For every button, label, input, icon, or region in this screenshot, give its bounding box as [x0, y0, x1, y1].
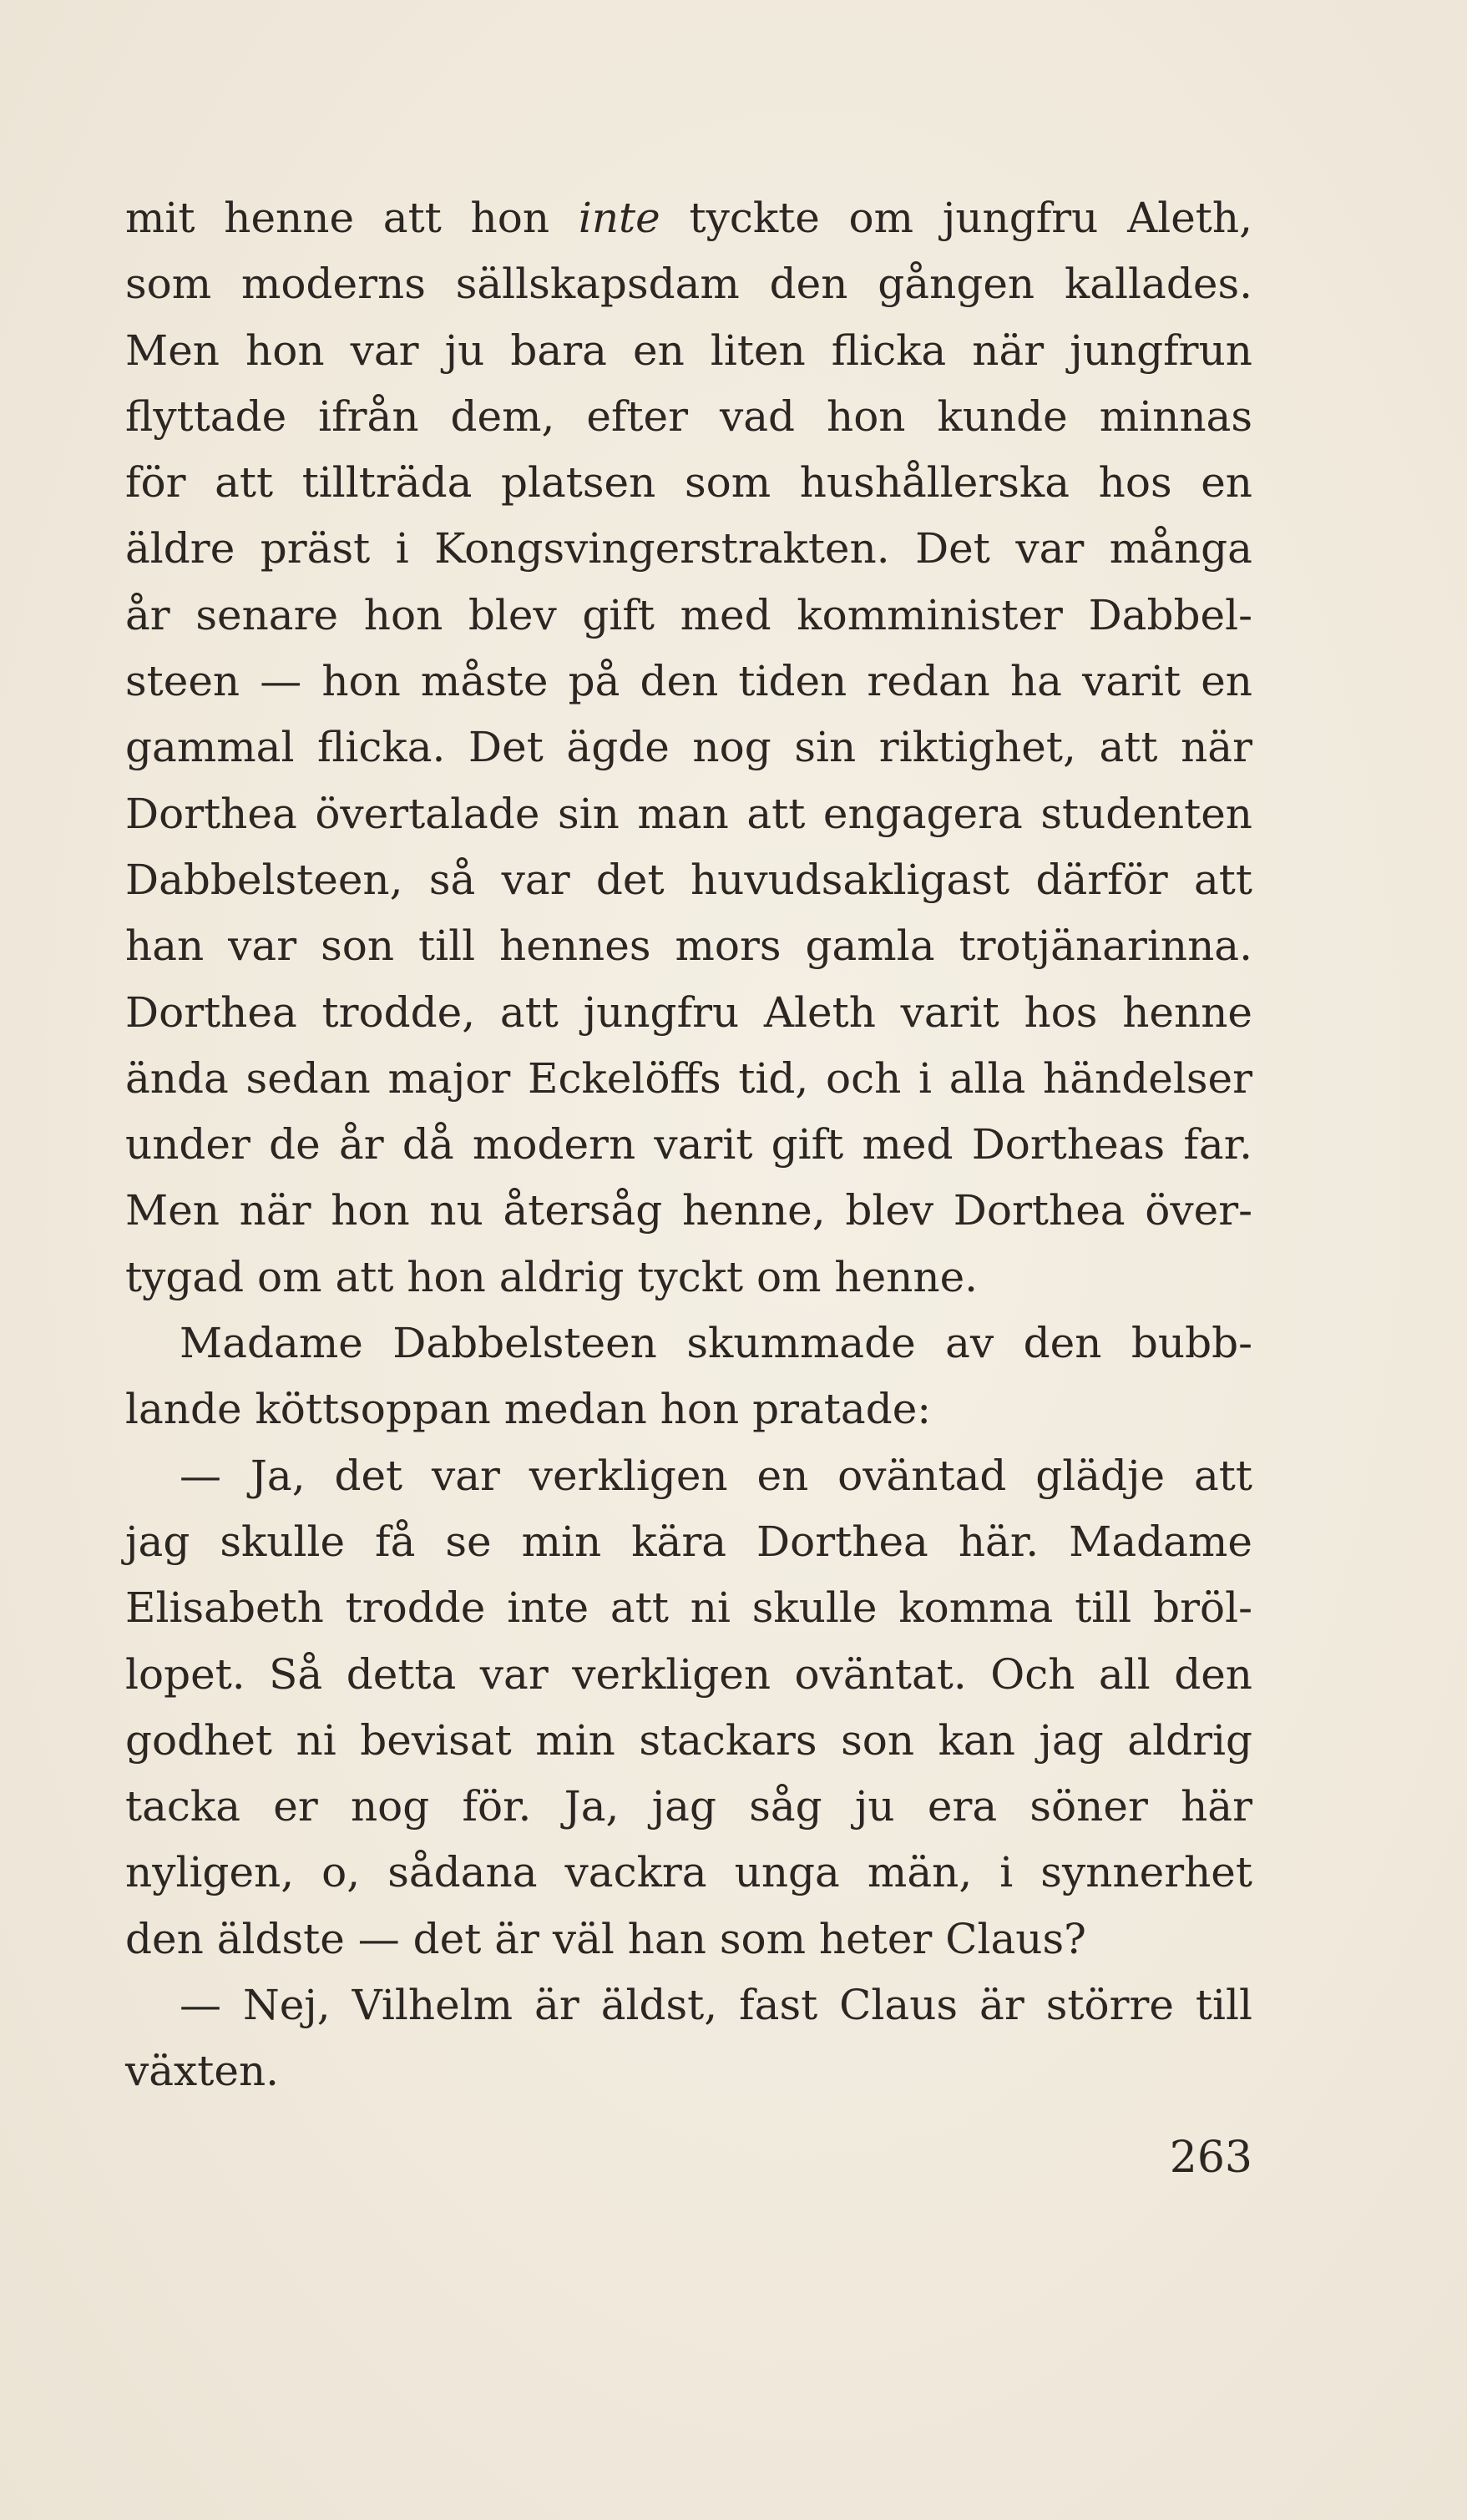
text-line-28: — Nej, Vilhelm är äldst, fast Claus är större till	[180, 1981, 1252, 2030]
text-line-7: år senare hon blev gift med komminister Dabbel-	[125, 590, 1252, 639]
text-line-8: steen — hon måste på den tiden redan ha varit en	[125, 657, 1252, 706]
text-line-16: Men när hon nu återsåg henne, blev Dorthea över-	[125, 1186, 1252, 1235]
text-line-22: Elisabeth trodde inte att ni skulle komma till bröl-	[125, 1583, 1252, 1633]
text-line-19: lande köttsoppan medan hon pratade:	[125, 1385, 932, 1434]
text-line-11: Dabbelsteen, så var det huvudsakligast därför att	[125, 855, 1252, 904]
text-line-27: den äldste — det är väl han som heter Claus?	[125, 1914, 1086, 1963]
text-line-26: nyligen, o, sådana vackra unga män, i synnerhet	[125, 1848, 1252, 1897]
text-segment: tyckte om jungfru Aleth,	[660, 194, 1252, 242]
text-line-25: tacka er nog för. Ja, jag såg ju era söner här	[125, 1782, 1252, 1831]
text-segment: mit henne att hon	[125, 194, 579, 242]
text-line-1	[125, 185, 1252, 251]
text-line-5: för att tillträda platsen som hushållerska hos en	[125, 458, 1252, 508]
italic-word: inte	[578, 194, 660, 242]
text-line-24: godhet ni bevisat min stackars son kan jag aldrig	[125, 1715, 1252, 1765]
text-line-12: han var son till hennes mors gamla trotjänarinna.	[125, 922, 1252, 971]
text-line-20: — Ja, det var verkligen en oväntad glädje att	[180, 1451, 1252, 1500]
text-line-9: gammal flicka. Det ägde nog sin riktighet, att när	[125, 723, 1252, 772]
text-line-15: under de år då modern varit gift med Dortheas far.	[125, 1120, 1252, 1169]
text-line-2: som moderns sällskapsdam den gången kallades.	[125, 260, 1252, 309]
text-line-21: jag skulle få se min kära Dorthea här. Madame	[125, 1517, 1252, 1566]
text-line-23: lopet. Så detta var verkligen oväntat. Och all den	[125, 1649, 1252, 1699]
text-line-29: växten.	[125, 2047, 280, 2096]
text-line-6: äldre präst i Kongsvingerstrakten. Det var många	[125, 524, 1252, 573]
text-line-14: ända sedan major Eckelöffs tid, och i alla händelser	[125, 1053, 1252, 1103]
text-line-10: Dorthea övertalade sin man att engagera studenten	[125, 789, 1252, 838]
text-line-4: flyttade ifrån dem, efter vad hon kunde minnas	[125, 391, 1252, 441]
text-line-13: Dorthea trodde, att jungfru Aleth varit hos henne	[125, 987, 1252, 1037]
text-line-17: tygad om att hon aldrig tyckt om henne.	[125, 1252, 979, 1301]
text-line-18: Madame Dabbelsteen skummade av den bubb-	[180, 1319, 1252, 1368]
text-line-3: Men hon var ju bara en liten flicka när jungfrun	[125, 326, 1252, 375]
page-number: 263	[1169, 2133, 1252, 2183]
body-text	[125, 185, 1252, 2105]
